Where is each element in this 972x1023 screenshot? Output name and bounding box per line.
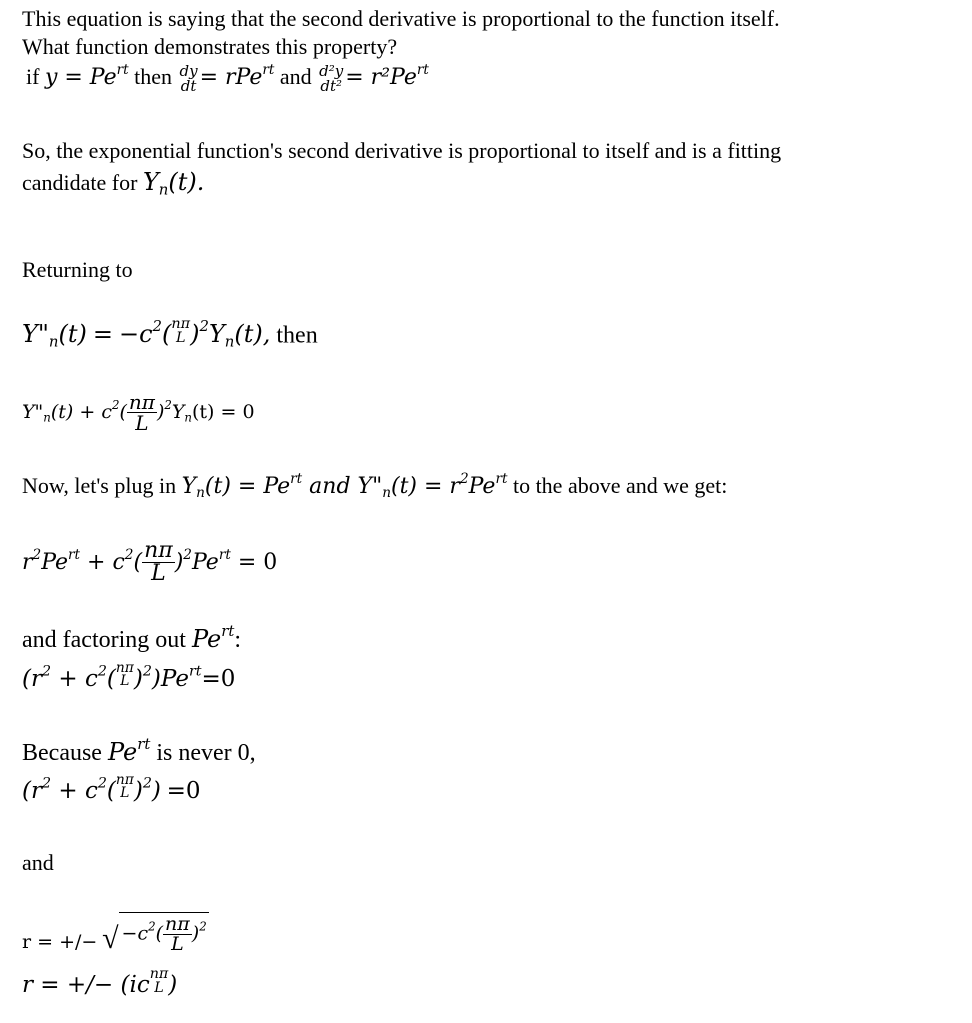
dy-dt-fraction: dy dt xyxy=(179,62,198,95)
equation-3: $r^2Pe^{rt} + c^2$( $\frac{n\pi}{L}$ )$^2Pe^{rt} = 0$ xyxy=(22,538,278,586)
returning-label: Returning to xyxy=(22,257,133,282)
eq-r2pert: = $r^2Pe^{rt}$ xyxy=(345,61,429,91)
and-word: and xyxy=(279,64,312,90)
and-label: and xyxy=(22,850,54,875)
then-word: then xyxy=(134,64,173,90)
intro-line-2: What function demonstrates this property? xyxy=(22,34,398,59)
intro-line-1: This equation is saying that the second derivative is proportional to the function itself. xyxy=(22,6,780,31)
derivative-line xyxy=(26,61,429,95)
y-eq-pert: $y = Pe^{rt}$ xyxy=(44,61,129,91)
solution-2: r = +/− (ic nπ L ) xyxy=(22,966,178,999)
because-line-1: Because $Pe^{rt}$ is never 0, xyxy=(22,734,256,766)
equation-1: $Y"_n(t) = -c^2$( nπ L )$^2Y_n(t)$, then xyxy=(22,316,318,351)
equation-2: $Y"_n(t) + c^2$( $\frac{n\pi}{L}$ )$^2Y_n(t) = 0$ xyxy=(22,390,255,435)
sqrt-sign: √ $-c^2$( $\frac{n\pi}{L}$ )$^2$ xyxy=(102,913,207,955)
factor-line-2: ($r^2 + c^2$( nπ L )$^2)Pe^{rt}=0$ xyxy=(22,660,236,692)
exp-para-line-1: So, the exponential function's second derivative is proportional to itself and is a fitting xyxy=(22,138,782,163)
d2y-dt2-fraction: d²y dt² xyxy=(319,62,344,95)
factor-line-1: and factoring out $Pe^{rt}$: xyxy=(22,621,241,653)
plug-line: Now, let's plug in $Y_n(t) = Pe^{rt}$ and $Y"_n(t) = r^2Pe^{rt}$ to the above and we get: xyxy=(22,470,728,502)
solution-1: r = +/− √ $-c^2$( $\frac{n\pi}{L}$ )$^2$ xyxy=(22,913,207,955)
because-line-2: ($r^2 + c^2$( nπ L )$^2$) =0 xyxy=(22,772,201,804)
exp-para-line-2: candidate for $Y_n(t)$. xyxy=(22,168,205,199)
if-word: if xyxy=(26,64,40,90)
eq-rpert: = rPe$^{rt}$ xyxy=(199,61,275,91)
